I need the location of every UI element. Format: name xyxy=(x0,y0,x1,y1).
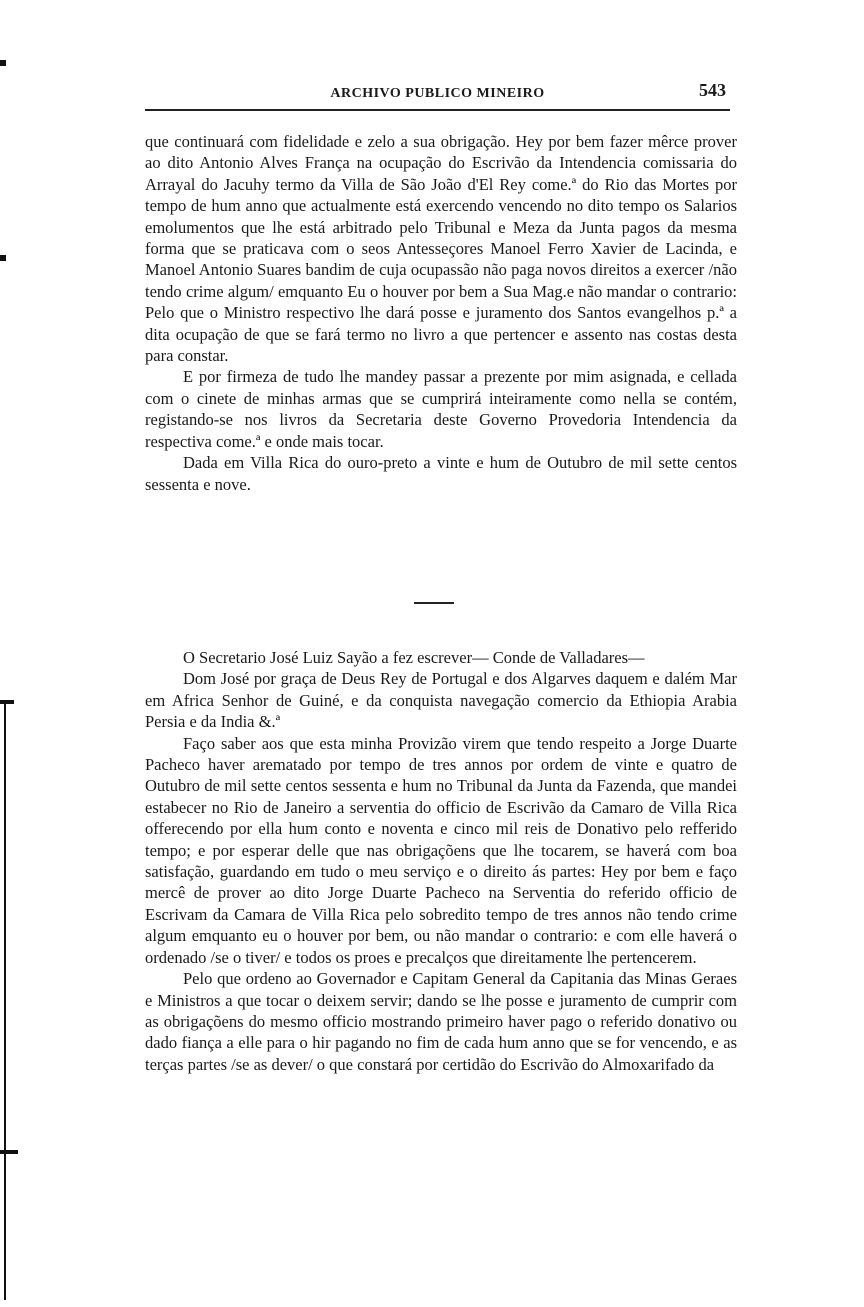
document-section-1 xyxy=(145,131,737,495)
section-divider xyxy=(414,602,454,604)
scan-edge-mark xyxy=(0,255,6,261)
scan-edge-mark xyxy=(0,60,6,66)
running-title: ARCHIVO PUBLICO MINEIRO xyxy=(330,86,545,101)
paragraph: Dom José por graça de Deus Rey de Portugal e dos Algarves daquem e dalém Mar em Africa Senhor de Guiné, e da conquista navegação comercio da Ethiopia Arabia Persia e da India &.ª xyxy=(145,669,737,732)
paragraph: Dada em Villa Rica do ouro-preto a vinte e hum de Outubro de mil sette centos sessenta e nove. xyxy=(145,453,737,494)
page-header xyxy=(145,80,730,106)
header-rule xyxy=(145,109,730,111)
paragraph: O Secretario José Luiz Sayão a fez escrever— Conde de Valladares— xyxy=(183,648,645,667)
scan-edge-mark xyxy=(0,1150,18,1154)
paragraph: que continuará com fidelidade e zelo a sua obrigação. Hey por bem fazer mêrce prover ao dito Antonio Alves França na ocupação do Escrivão da Intendencia comissaria do Arrayal do Jacuhy termo da Villa de São João d'El Rey come.ª do Rio das Mortes por tempo de hum anno que actualmente está exercendo vencendo no dito tempo os Salarios emolumentos que lhe está arbitrado pelo Tribunal e Meza da Junta pagos da mesma forma que se praticava com o seos Antesseçores Manoel Ferro Xavier de Lacinda, e Manoel Antonio Suares bandim de cuja ocupassão não paga novos direitos a exercer /não tendo crime algum/ emquanto Eu o houver por bem a Sua Mag.e não mandar o contrario: Pelo que o Ministro respectivo lhe dará posse e juramento dos Santos evangelhos p.ª a dita ocupação de que se fará termo no livro a que pertencer e assento nas costas desta para constar. xyxy=(145,132,737,366)
scan-edge-line xyxy=(4,700,6,1300)
paragraph: Faço saber aos que esta minha Provizão virem que tendo respeito a Jorge Duarte Pacheco haver arematado por tempo de tres annos por ordem de vinte e quatro de Outubro de mil sette centos sessenta e hum no Tribunal da Junta da Fazenda, que mandei estabecer no Rio de Janeiro a serventia do officio de Escrivão da Camaro de Villa Rica offerecendo por ella hum conto e noventa e cinco mil reis de Donativo pelo refferido tempo; e por esperar delle que nas obrigaçõens que lhe tocarem, se haverá com boa satisfação, guardando em tudo o meu serviço e o direito ás partes: Hey por bem e faço mercê de prover ao dito Jorge Duarte Pacheco na Serventia do referido officio de Escrivam da Camara de Villa Rica pelo sobredito tempo de tres annos não tendo crime algum emquanto eu o houver por bem, ou não mandar o contrario: e com elle haverá o ordenado /se o tiver/ e todos os proes e precalços que direitamente lhe pertencerem. xyxy=(145,733,737,967)
scan-edge-mark xyxy=(0,700,14,704)
paragraph: Pelo que ordeno ao Governador e Capitam General da Capitania das Minas Geraes e Ministros a que tocar o deixem servir; dando se lhe posse e juramento de cumprir com as obrigaçõens do mesmo officio mostrando primeiro haver pago o referido donativo ou dado fiança a elle para o hir pagando no fim de cada hum anno que se for vencendo, e as terças partes /se as dever/ o que constará por certidão do Escrivão do Almoxarifado da xyxy=(145,969,737,1074)
page-number: 543 xyxy=(699,80,726,100)
document-section-2 xyxy=(145,647,737,1075)
paragraph: E por firmeza de tudo lhe mandey passar a prezente por mim asignada, e cellada com o cinete de minhas armas que se cumprirá inteiramente como nella se contém, registando-se nos livros da Secretaria deste Governo Provedoria Intendencia da respectiva come.ª e onde mais tocar. xyxy=(145,367,737,451)
